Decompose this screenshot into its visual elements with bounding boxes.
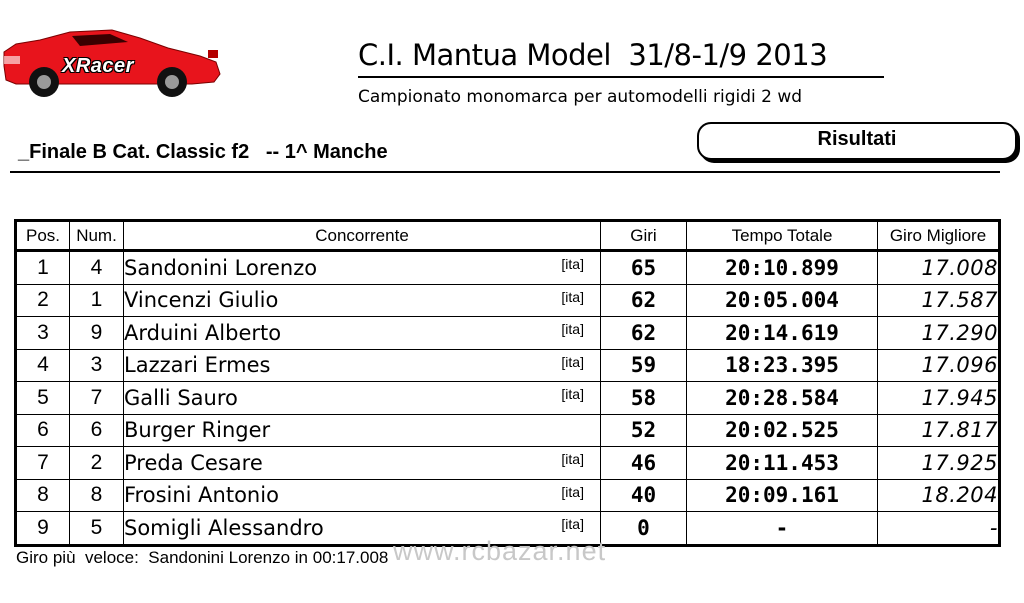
table-header-row [16, 221, 1000, 251]
table-row [16, 382, 1000, 415]
col-header-num: Num. [70, 221, 124, 251]
cell-pos: 5 [16, 382, 70, 415]
driver-name: Galli Sauro [124, 385, 238, 410]
table-row [16, 251, 1000, 285]
cell-laps: 40 [601, 479, 687, 512]
watermark: www.rcbazar.net [393, 536, 607, 566]
cell-total-time: 20:02.525 [687, 414, 878, 447]
cell-best-lap: 17.817 [878, 414, 1000, 447]
cell-total-time: 20:10.899 [687, 251, 878, 285]
driver-nationality: [ita] [561, 386, 584, 402]
cell-driver [124, 251, 601, 285]
cell-num: 7 [70, 382, 124, 415]
cell-driver [124, 284, 601, 317]
cell-total-time: 20:05.004 [687, 284, 878, 317]
cell-pos: 3 [16, 317, 70, 350]
cell-num: 4 [70, 251, 124, 285]
cell-num: 3 [70, 349, 124, 382]
col-header-best-lap: Giro Migliore [878, 221, 1000, 251]
table-row [16, 414, 1000, 447]
table-row [16, 317, 1000, 350]
cell-best-lap: 17.008 [878, 251, 1000, 285]
col-header-driver: Concorrente [124, 221, 601, 251]
cell-pos: 9 [16, 512, 70, 546]
cell-num: 8 [70, 479, 124, 512]
driver-nationality: [ita] [561, 321, 584, 337]
driver-name: Sandonini Lorenzo [124, 255, 318, 280]
cell-driver [124, 317, 601, 350]
results-label: Risultati [817, 127, 897, 150]
results-table [14, 219, 1001, 547]
cell-best-lap: 17.096 [878, 349, 1000, 382]
cell-laps: 62 [601, 317, 687, 350]
cell-pos: 6 [16, 414, 70, 447]
driver-nationality: [ita] [561, 353, 584, 370]
driver-name: Burger Ringer [124, 418, 271, 443]
cell-driver [124, 479, 601, 512]
cell-laps: 0 [601, 512, 687, 546]
driver-nationality: [ita] [561, 451, 584, 467]
fastest-lap-note: Giro più veloce: Sandonini Lorenzo in 00:17.008 [16, 548, 389, 567]
page-title: C.I. Mantua Model 31/8-1/9 2013 [358, 38, 828, 72]
table-row [16, 447, 1000, 480]
col-header-pos: Pos. [16, 221, 70, 251]
page-subtitle: Campionato monomarca per automodelli rigidi 2 wd [358, 87, 803, 107]
driver-name: Preda Cesare [124, 450, 263, 475]
cell-laps: 58 [601, 382, 687, 415]
table-row [16, 349, 1000, 382]
cell-best-lap: 17.587 [878, 284, 1000, 317]
driver-name: Frosini Antonio [124, 483, 279, 508]
table-row [16, 479, 1000, 512]
results-label-box [697, 122, 1017, 160]
cell-driver [124, 447, 601, 480]
cell-driver [124, 349, 601, 382]
cell-pos: 4 [16, 349, 70, 382]
col-header-total-time: Tempo Totale [687, 221, 878, 251]
title-underline [358, 76, 884, 78]
driver-nationality: [ita] [561, 483, 584, 500]
cell-best-lap: 18.204 [878, 479, 1000, 512]
heat-title: _Finale B Cat. Classic f2 -- 1^ Manche [18, 141, 388, 163]
cell-num: 9 [70, 317, 124, 350]
driver-nationality: [ita] [561, 516, 584, 532]
cell-pos: 7 [16, 447, 70, 480]
cell-num: 6 [70, 414, 124, 447]
cell-total-time: 20:14.619 [687, 317, 878, 350]
cell-total-time: - [687, 512, 878, 546]
header-divider [10, 171, 1000, 173]
driver-name: Somigli Alessandro [124, 515, 324, 540]
cell-total-time: 20:28.584 [687, 382, 878, 415]
cell-laps: 52 [601, 414, 687, 447]
driver-name: Vincenzi Giulio [124, 288, 279, 313]
cell-num: 5 [70, 512, 124, 546]
driver-name: Arduini Alberto [124, 320, 282, 345]
cell-num: 2 [70, 447, 124, 480]
cell-total-time: 20:09.161 [687, 479, 878, 512]
cell-total-time: 20:11.453 [687, 447, 878, 480]
cell-laps: 62 [601, 284, 687, 317]
cell-driver [124, 382, 601, 415]
cell-pos: 2 [16, 284, 70, 317]
cell-best-lap: 17.945 [878, 382, 1000, 415]
cell-pos: 1 [16, 251, 70, 285]
cell-pos: 8 [16, 479, 70, 512]
driver-nationality: [ita] [561, 288, 584, 305]
driver-nationality: [ita] [561, 256, 584, 272]
cell-total-time: 18:23.395 [687, 349, 878, 382]
col-header-laps: Giri [601, 221, 687, 251]
cell-laps: 65 [601, 251, 687, 285]
cell-num: 1 [70, 284, 124, 317]
cell-best-lap: 17.925 [878, 447, 1000, 480]
cell-laps: 46 [601, 447, 687, 480]
driver-name: Lazzari Ermes [124, 353, 271, 378]
cell-best-lap: - [878, 512, 1000, 546]
cell-laps: 59 [601, 349, 687, 382]
table-row [16, 284, 1000, 317]
cell-best-lap: 17.290 [878, 317, 1000, 350]
logo-text: XRacer [62, 55, 134, 77]
cell-driver [124, 414, 601, 447]
